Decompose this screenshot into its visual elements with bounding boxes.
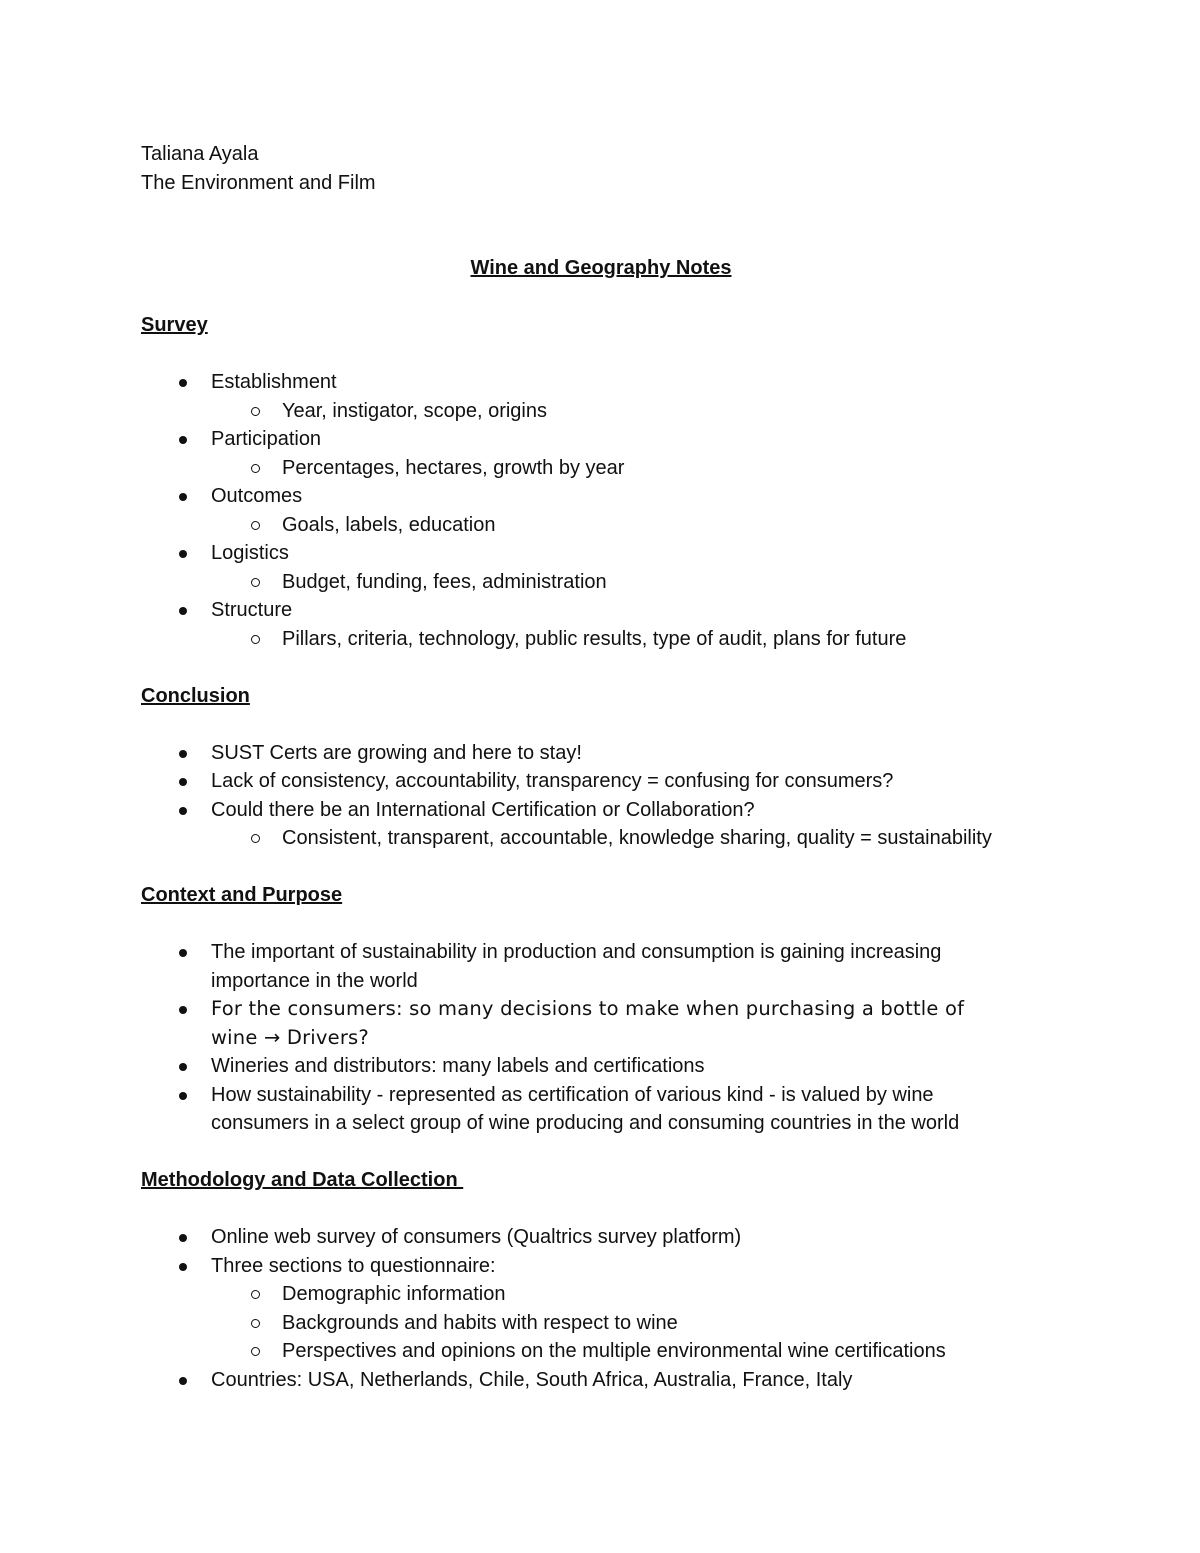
- sub-list-item-text: Year, instigator, scope, origins: [282, 399, 547, 422]
- list-item-text: How sustainability - represented as certification of various kind - is valued by wine: [211, 1083, 934, 1106]
- circle-bullet-icon: [251, 464, 260, 473]
- sub-list-item-text: Pillars, criteria, technology, public results, type of audit, plans for future: [282, 627, 907, 650]
- list-item: [141, 796, 1061, 825]
- bullet-icon: [179, 379, 187, 387]
- section-heading-methodology: Methodology and Data Collection: [141, 1169, 464, 1191]
- list-item: [141, 539, 1061, 568]
- section-heading-context: Context and Purpose: [141, 884, 343, 906]
- circle-bullet-icon: [251, 635, 260, 644]
- bullet-icon: [179, 1063, 187, 1071]
- methodology-list: [141, 1223, 1061, 1394]
- sub-list-item: [141, 1337, 1061, 1366]
- sub-list-item-text: Percentages, hectares, growth by year: [282, 456, 625, 479]
- list-item-text-continued: importance in the world: [211, 969, 418, 992]
- list-item: [141, 1052, 1061, 1081]
- section-heading-survey: Survey: [141, 314, 208, 336]
- circle-bullet-icon: [251, 1347, 260, 1356]
- bullet-icon: [179, 750, 187, 758]
- list-item: [141, 739, 1061, 768]
- list-item-text: Three sections to questionnaire:: [211, 1254, 496, 1277]
- sub-list-item: [141, 1280, 1061, 1309]
- survey-list: [141, 368, 1061, 653]
- list-item-text: Participation: [211, 428, 322, 450]
- sub-list-item-text: Consistent, transparent, accountable, knowledge sharing, quality = sustainability: [282, 827, 992, 849]
- bullet-icon: [179, 607, 187, 615]
- list-item: [141, 368, 1061, 397]
- sub-list-item-text: Perspectives and opinions on the multiple environmental wine certifications: [282, 1340, 946, 1362]
- conclusion-list: [141, 739, 1061, 853]
- list-item-text-continued: wine → Drivers?: [211, 1025, 369, 1049]
- bullet-icon: [179, 1006, 187, 1014]
- list-item-text: Structure: [211, 599, 293, 621]
- list-item: [141, 1366, 1061, 1395]
- bullet-icon: [179, 1092, 187, 1100]
- author-name: Taliana Ayala: [141, 143, 259, 165]
- bullet-icon: [179, 436, 187, 444]
- bullet-icon: [179, 1234, 187, 1242]
- sub-list-item: [141, 454, 1061, 483]
- list-item: [141, 1252, 1061, 1281]
- list-item-text: Logistics: [211, 542, 289, 564]
- bullet-icon: [179, 778, 187, 786]
- list-item: [141, 938, 1061, 995]
- list-item-text: Wineries and distributors: many labels and certifications: [211, 1055, 705, 1077]
- circle-bullet-icon: [251, 1319, 260, 1328]
- sub-list-item-text: Backgrounds and habits with respect to wine: [282, 1311, 678, 1334]
- list-item-text-continued: consumers in a select group of wine producing and consuming countries in the world: [211, 1112, 960, 1134]
- course-name: The Environment and Film: [141, 171, 376, 194]
- sub-list-item-text: Goals, labels, education: [282, 513, 496, 536]
- list-item: [141, 995, 1061, 1052]
- document-title: Wine and Geography Notes: [470, 257, 732, 279]
- bullet-icon: [179, 550, 187, 558]
- list-item-text: Countries: USA, Netherlands, Chile, South Africa, Australia, France, Italy: [211, 1368, 853, 1391]
- sub-list-item: [141, 625, 1061, 654]
- sub-list-item-text: Demographic information: [282, 1283, 506, 1305]
- list-item: [141, 1223, 1061, 1252]
- sub-list-item-text: Budget, funding, fees, administration: [282, 570, 607, 593]
- list-item-text: Outcomes: [211, 485, 303, 507]
- section-heading-conclusion: Conclusion: [141, 684, 250, 707]
- sub-list-item: [141, 568, 1061, 597]
- list-item: [141, 767, 1061, 796]
- bullet-icon: [179, 1377, 187, 1385]
- bullet-icon: [179, 493, 187, 501]
- sub-list-item: [141, 824, 1061, 853]
- list-item-text: Could there be an International Certification or Collaboration?: [211, 798, 755, 821]
- list-item: [141, 425, 1061, 454]
- sub-list-item: [141, 397, 1061, 426]
- sub-list-item: [141, 511, 1061, 540]
- circle-bullet-icon: [251, 1290, 260, 1299]
- circle-bullet-icon: [251, 834, 260, 843]
- list-item-text: SUST Certs are growing and here to stay!: [211, 741, 582, 764]
- list-item-text: Establishment: [211, 371, 337, 393]
- list-item-text: The important of sustainability in production and consumption is gaining increasing: [211, 941, 942, 963]
- circle-bullet-icon: [251, 521, 260, 530]
- sub-list-item: [141, 1309, 1061, 1338]
- circle-bullet-icon: [251, 407, 260, 416]
- list-item-text: Online web survey of consumers (Qualtrics survey platform): [211, 1226, 742, 1248]
- list-item: [141, 1081, 1061, 1138]
- list-item: [141, 482, 1061, 511]
- document-page: [141, 140, 1061, 1394]
- list-item-text: Lack of consistency, accountability, transparency = confusing for consumers?: [211, 770, 894, 792]
- bullet-icon: [179, 1263, 187, 1271]
- list-item-text: For the consumers: so many decisions to make when purchasing a bottle of: [211, 997, 965, 1020]
- context-list: [141, 938, 1061, 1138]
- list-item: [141, 596, 1061, 625]
- bullet-icon: [179, 949, 187, 957]
- circle-bullet-icon: [251, 578, 260, 587]
- bullet-icon: [179, 807, 187, 815]
